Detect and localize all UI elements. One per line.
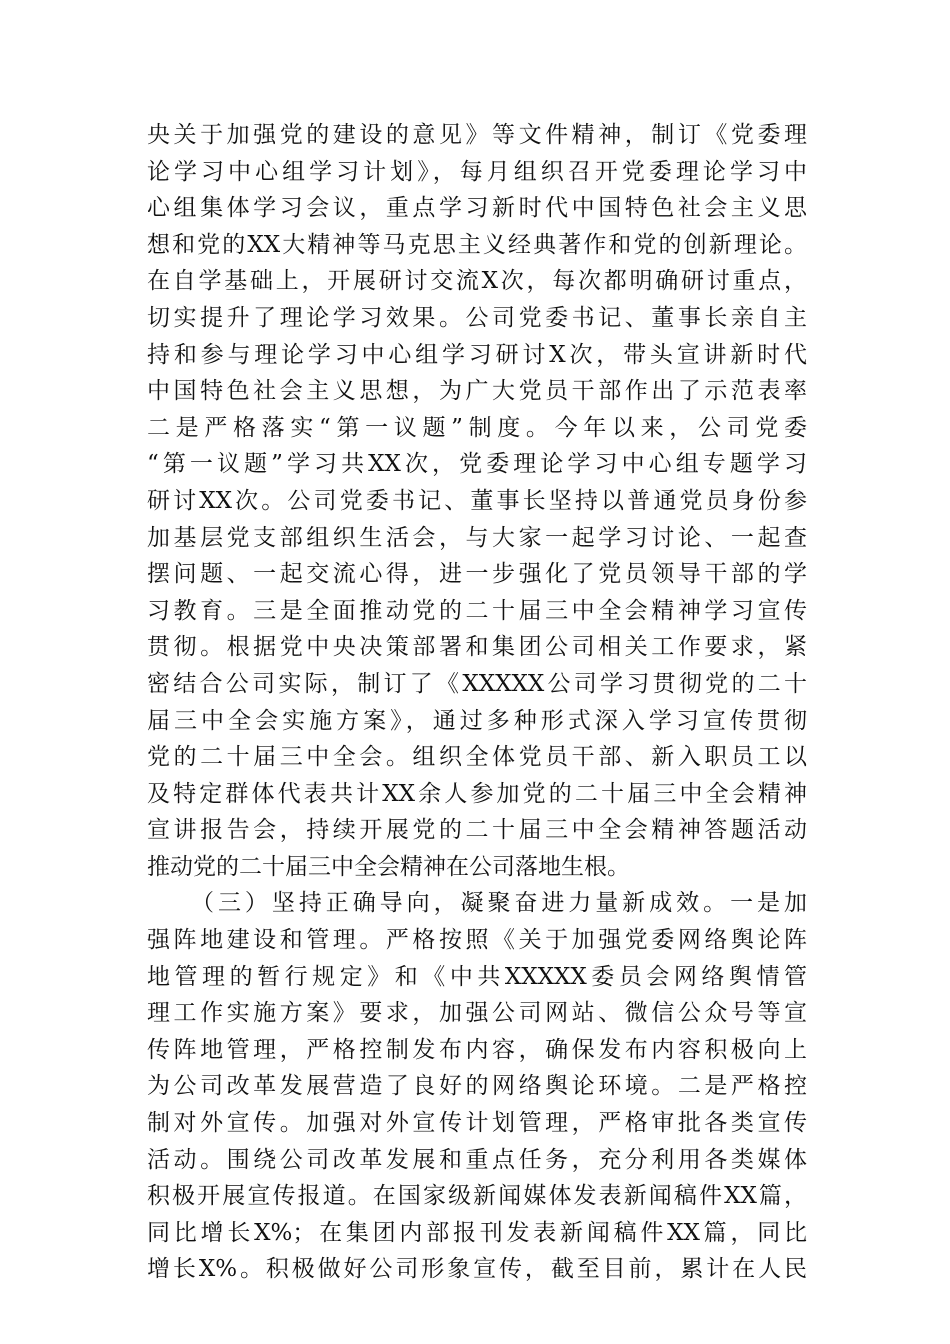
- text-line: 同比增长X%；在集团内部报刊发表新闻稿件XX篇，同比: [147, 1219, 807, 1246]
- text-line: 地管理的暂行规定》和《中共XXXXX委员会网络舆情管: [147, 963, 807, 990]
- text-line: 活动。围绕公司改革发展和重点任务，充分利用各类媒体: [147, 1146, 807, 1173]
- text-line: 摆问题、一起交流心得，进一步强化了党员领导干部的学: [147, 561, 807, 588]
- text-line: 增长X%。积极做好公司形象宣传，截至目前，累计在人民: [147, 1256, 807, 1283]
- text-line: 宣讲报告会，持续开展党的二十届三中全会精神答题活动: [147, 817, 807, 844]
- text-line: 制对外宣传。加强对外宣传计划管理，严格审批各类宣传: [147, 1110, 807, 1137]
- text-line: 贯彻。根据党中央决策部署和集团公司相关工作要求，紧: [147, 634, 807, 661]
- text-line: 积极开展宣传报道。在国家级新闻媒体发表新闻稿件XX篇，: [147, 1183, 807, 1210]
- text-line: 想和党的XX大精神等马克思主义经典著作和党的创新理论。: [147, 231, 807, 258]
- text-line: 论学习中心组学习计划》，每月组织召开党委理论学习中: [147, 158, 807, 185]
- text-line: 二是严格落实“第一议题”制度。今年以来，公司党委: [147, 414, 807, 441]
- body-text: [147, 117, 807, 1288]
- text-line: 在自学基础上，开展研讨交流X次，每次都明确研讨重点，: [147, 268, 807, 295]
- text-line: 央关于加强党的建设的意见》等文件精神，制订《党委理: [147, 122, 807, 148]
- text-line: 研讨XX次。公司党委书记、董事长坚持以普通党员身份参: [147, 487, 807, 514]
- text-line: 心组集体学习会议，重点学习新时代中国特色社会主义思: [147, 195, 807, 222]
- section-heading-line: （三）坚持正确导向，凝聚奋进力量新成效。一是加: [191, 890, 807, 917]
- text-line: 党的二十届三中全会。组织全体党员干部、新入职员工以: [147, 744, 807, 771]
- text-line: 习教育。三是全面推动党的二十届三中全会精神学习宣传: [147, 597, 807, 624]
- text-line: 及特定群体代表共计XX余人参加党的二十届三中全会精神: [147, 780, 807, 807]
- text-line: 传阵地管理，严格控制发布内容，确保发布内容积极向上: [147, 1036, 807, 1063]
- text-line: 持和参与理论学习中心组学习研讨X次，带头宣讲新时代: [147, 341, 807, 368]
- text-line: 理工作实施方案》要求，加强公司网站、微信公众号等宣: [147, 1000, 807, 1027]
- text-line: 为公司改革发展营造了良好的网络舆论环境。二是严格控: [147, 1073, 807, 1100]
- text-line: 加基层党支部组织生活会，与大家一起学习讨论、一起查: [147, 524, 807, 551]
- text-line: 密结合公司实际，制订了《XXXXX公司学习贯彻党的二十: [147, 670, 807, 697]
- text-line: 中国特色社会主义思想，为广大党员干部作出了示范表率: [147, 378, 807, 405]
- paragraph-end-line: 推动党的二十届三中全会精神在公司落地生根。: [147, 853, 630, 880]
- text-line: 届三中全会实施方案》，通过多种形式深入学习宣传贯彻: [147, 707, 807, 734]
- text-line: 切实提升了理论学习效果。公司党委书记、董事长亲自主: [147, 304, 807, 331]
- text-line: “第一议题”学习共XX次，党委理论学习中心组专题学习: [147, 451, 807, 478]
- text-line: 强阵地建设和管理。严格按照《关于加强党委网络舆论阵: [147, 927, 807, 954]
